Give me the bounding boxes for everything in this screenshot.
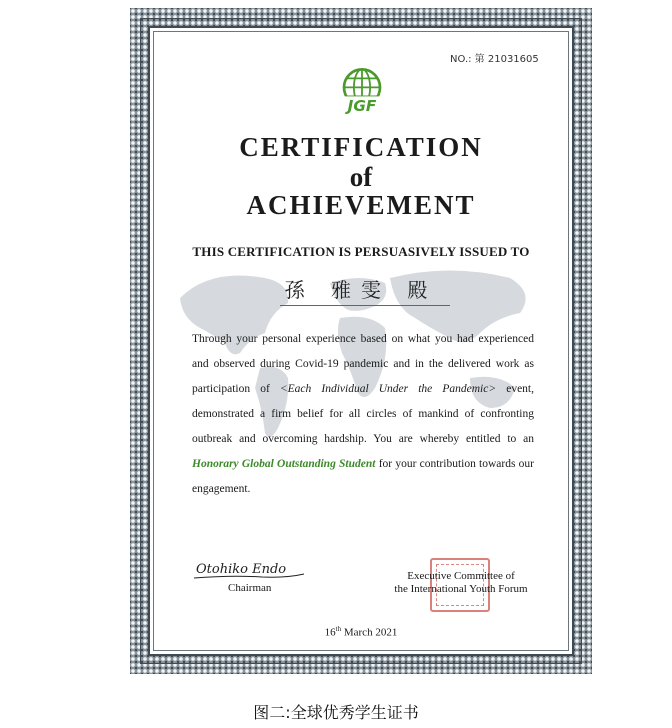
date-day: 16	[324, 626, 336, 639]
committee-name	[386, 570, 536, 596]
certificate-page	[148, 26, 574, 656]
issued-to-heading: THIS CERTIFICATION IS PERSUASIVELY ISSUED TO	[192, 244, 530, 259]
date-suffix: th	[335, 625, 342, 633]
logo-text: JGF	[347, 96, 377, 115]
body-part-1: Through your personal experience based on what you had experienced and observed during Covid-19 pandemic and in the delivered work as participation of	[192, 333, 534, 395]
issue-date	[150, 625, 572, 639]
serial-number: NO.: 第 21031605	[450, 54, 539, 65]
jgf-globe-logo	[335, 64, 389, 118]
body-part-2: event, demonstrated a firm belief for all circles of mankind of confronting outbreak and overcoming hardship. You are whereby entitled to an	[192, 383, 534, 445]
body-part-3: for your contribution towards our engagement.	[192, 458, 535, 495]
chairman-signature	[192, 556, 312, 582]
chairman-title: Chairman	[228, 582, 272, 594]
honor-title: Honorary Global Outstanding Student	[192, 458, 376, 470]
recipient-name: 孫 雅雯 殿	[284, 278, 438, 302]
recipient-underline	[280, 305, 450, 306]
date-month-year: March 2021	[341, 626, 398, 639]
event-name: <Each Individual Under the Pandemic>	[279, 383, 497, 395]
signature-text: Otohiko Endo	[196, 562, 287, 577]
title-certification: CERTIFICATION	[239, 132, 483, 162]
figure-caption: 图二:全球优秀学生证书	[253, 703, 419, 722]
title-of: of	[349, 162, 373, 192]
certificate-frame	[130, 8, 592, 674]
committee-line-1: Executive Committee of	[407, 570, 515, 582]
committee-line-2: the International Youth Forum	[394, 583, 528, 595]
certificate-body-text	[192, 327, 534, 502]
title-achievement: ACHIEVEMENT	[246, 190, 476, 220]
